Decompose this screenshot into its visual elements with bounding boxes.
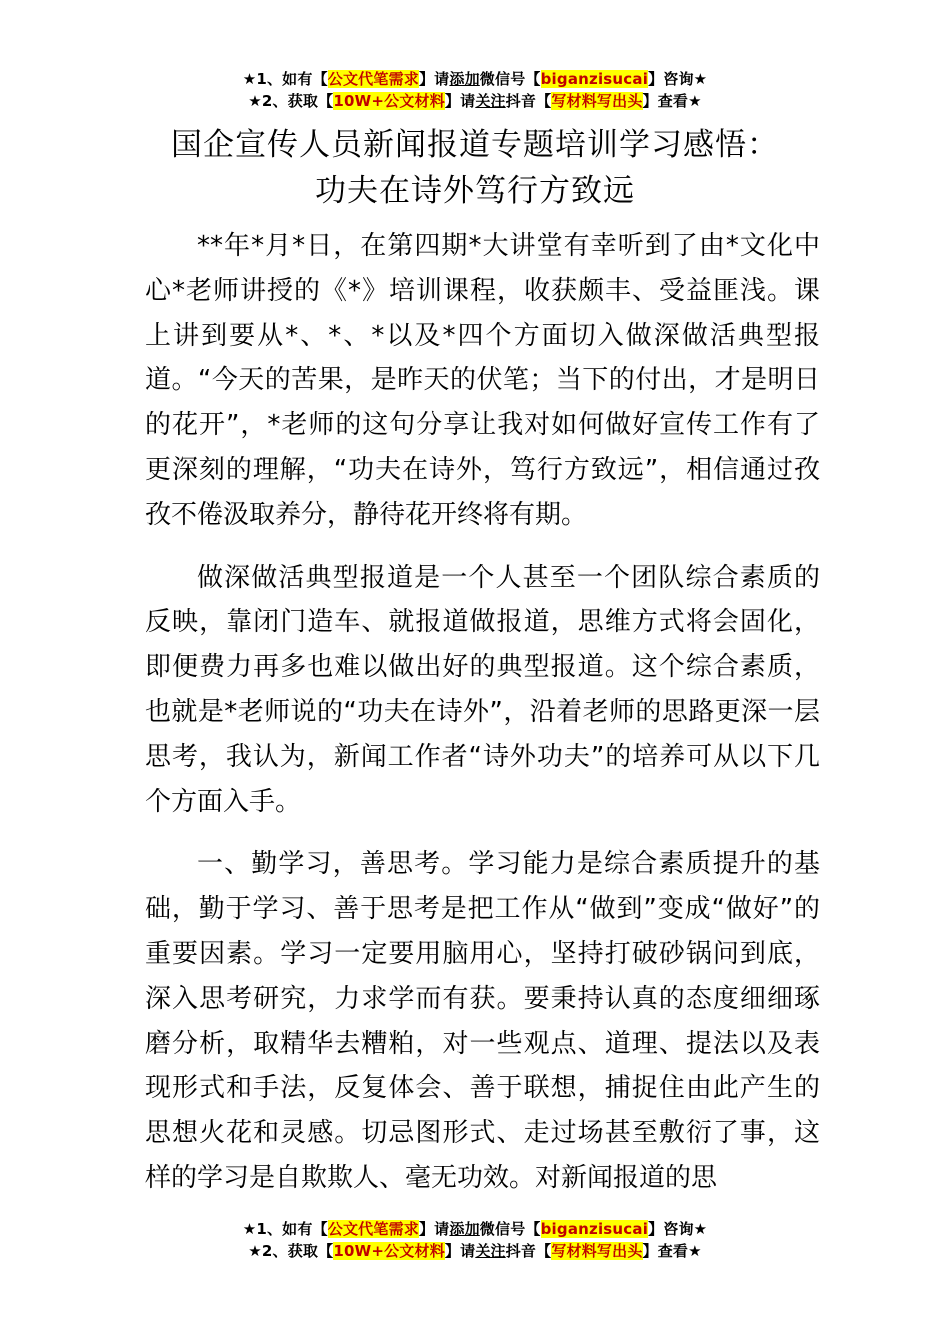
highlight-materials: 10W+公文材料 (333, 92, 445, 110)
highlight-materials: 10W+公文材料 (333, 1242, 445, 1260)
title-line-2: 功夫在诗外笃行方致远 (315, 173, 635, 209)
highlight-ghostwriting: 公文代笔需求 (327, 70, 419, 88)
promo-line-2: ★2、获取【10W+公文材料】请关注抖音【写材料写出头】查看★ (248, 92, 702, 110)
promo-line-1: ★1、如有【公文代笔需求】请添加微信号【biganzisucai】咨询★ (242, 70, 708, 88)
document-body (145, 224, 820, 1219)
promo-line-1: ★1、如有【公文代笔需求】请添加微信号【biganzisucai】咨询★ (242, 1220, 708, 1238)
paragraph-section-one: 一、勤学习，善思考。学习能力是综合素质提升的基础，勤于学习、善于思考是把工作从“做到”变成“做好”的重要因素。学习一定要用脑用心，坚持打破砂锅问到底，深入思考研究，力求学而有获。要秉持认真的态度细细琢磨分析，取精华去糟粕，对一些观点、道理、提法以及表现形式和手法，反复体会、善于联想，捕捉住由此产生的思想火花和灵感。切忌图形式、走过场甚至敷衍了事，这样的学习是自欺欺人、毫无功效。对新闻报道的思 (145, 849, 820, 1193)
highlight-wechat-id: biganzisucai (540, 70, 649, 88)
highlight-douyin-account: 写材料写出头 (551, 1242, 643, 1260)
title-line-1: 国企宣传人员新闻报道专题培训学习感悟： (171, 127, 779, 163)
paragraph-intro: **年*月*日，在第四期*大讲堂有幸听到了由*文化中心*老师讲授的《*》培训课程，收获颇丰、受益匪浅。课上讲到要从*、*、*以及*四个方面切入做深做活典型报道。“今天的苦果，是昨天的伏笔；当下的付出，才是明日的花开”，*老师的这句分享让我对如何做好宣传工作有了更深刻的理解，“功夫在诗外，笃行方致远”，相信通过孜孜不倦汲取养分，静待花开终将有期。 (145, 231, 820, 530)
highlight-ghostwriting: 公文代笔需求 (327, 1220, 419, 1238)
highlight-wechat-id: biganzisucai (540, 1220, 649, 1238)
document-title (0, 122, 950, 214)
highlight-douyin-account: 写材料写出头 (551, 92, 643, 110)
paragraph-overview: 做深做活典型报道是一个人甚至一个团队综合素质的反映，靠闭门造车、就报道做报道，思维方式将会固化，即便费力再多也难以做出好的典型报道。这个综合素质，也就是*老师说的“功夫在诗外”，沿着老师的思路更深一层思考，我认为，新闻工作者“诗外功夫”的培养可从以下几个方面入手。 (145, 562, 820, 817)
header-promo-banner (0, 68, 950, 112)
promo-line-2: ★2、获取【10W+公文材料】请关注抖音【写材料写出头】查看★ (248, 1242, 702, 1260)
footer-promo-banner (0, 1218, 950, 1262)
